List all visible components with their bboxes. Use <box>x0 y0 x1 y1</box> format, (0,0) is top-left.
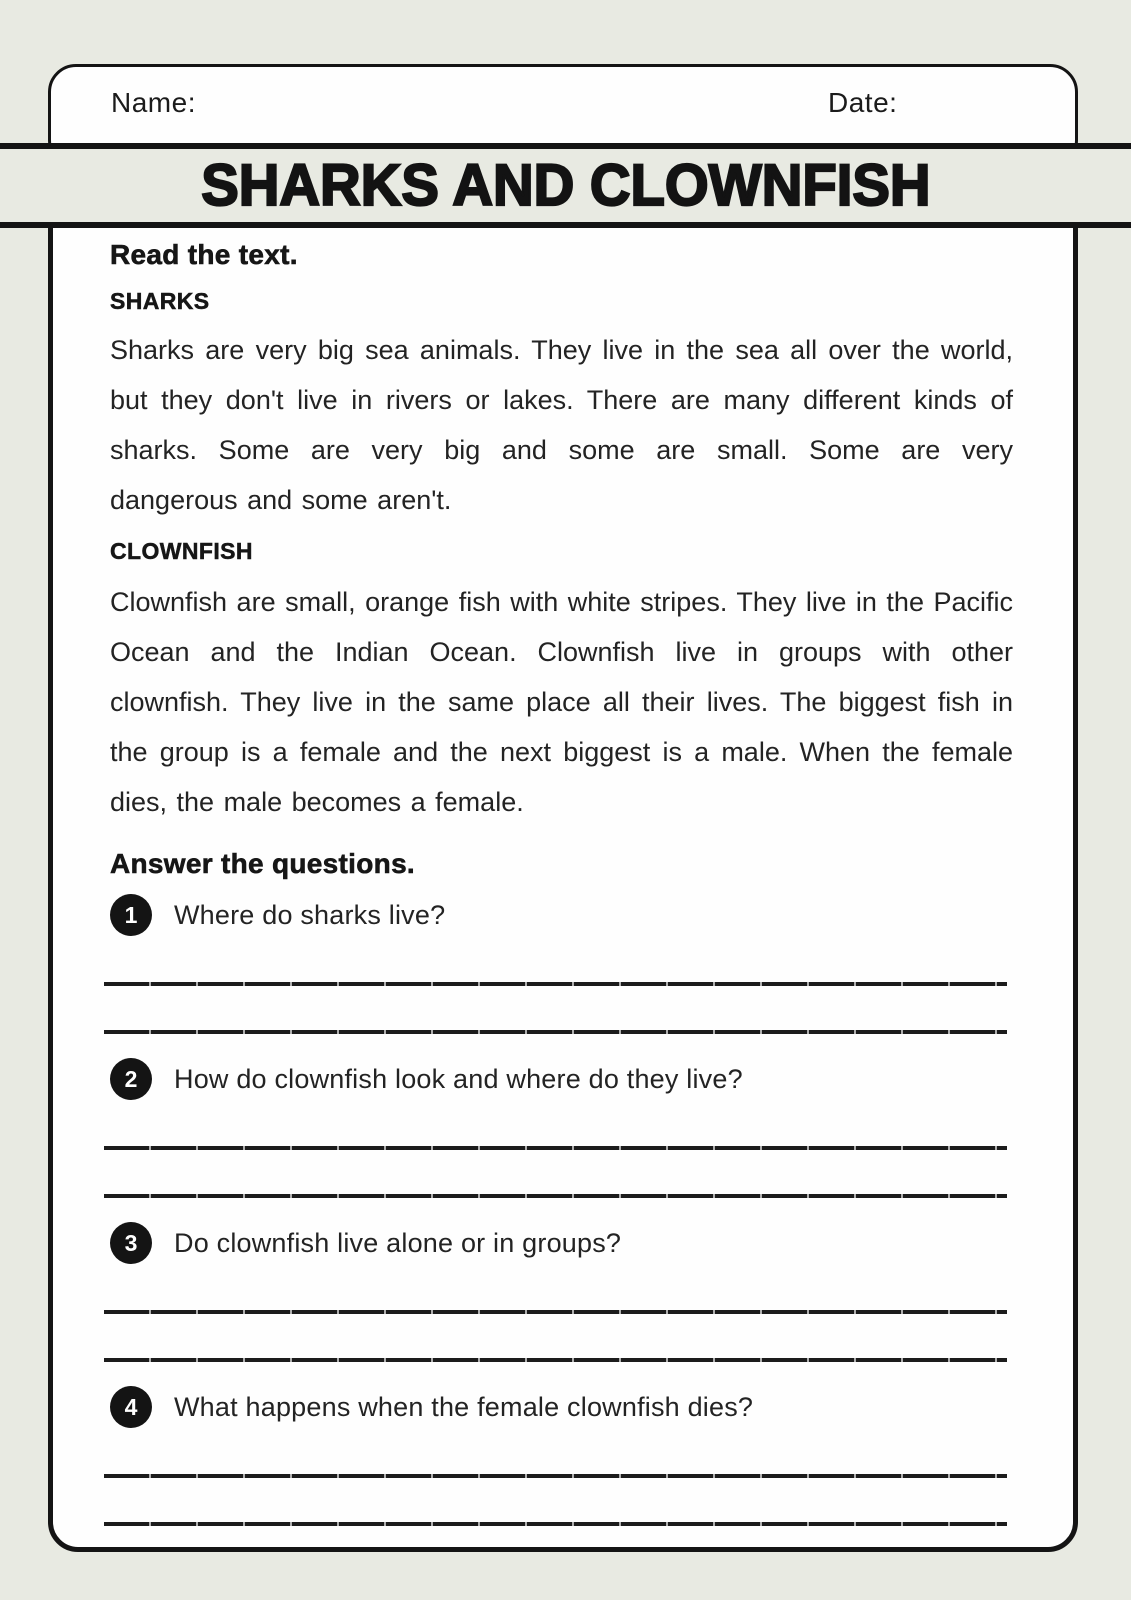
question-2-number-badge: 2 <box>110 1058 152 1100</box>
question-3-number-badge: 3 <box>110 1222 152 1264</box>
answer-instruction: Answer the questions. <box>110 848 416 879</box>
question-1-answer-line-1[interactable] <box>104 982 1007 986</box>
question-2-text: How do clownfish look and where do they live? <box>174 1063 743 1094</box>
question-2-answer-line-1[interactable] <box>104 1146 1007 1150</box>
passage-heading-sharks: SHARKS <box>110 288 210 314</box>
question-4-number-badge: 4 <box>110 1386 152 1428</box>
question-1-answer-line-2[interactable] <box>104 1030 1007 1034</box>
question-4-answer-line-2[interactable] <box>104 1522 1007 1526</box>
passage-text-clownfish: Clownfish are small, orange fish with white stripes. They live in the Pacific Ocean and the Indian Ocean. Clownfish live in groups with other clownfish. They live in the same place all their lives. The biggest fish in the group is a female and the next biggest is a male. When the female dies, the male becomes a female. <box>110 587 1013 817</box>
title-banner <box>0 143 1131 228</box>
passage-text-sharks: Sharks are very big sea animals. They live in the sea all over the world, but they don't live in rivers or lakes. There are many different kinds of sharks. Some are very big and some are small. Some are very dangerous and some aren't. <box>110 335 1013 515</box>
question-1 <box>110 894 1013 1034</box>
question-1-text: Where do sharks live? <box>174 899 446 930</box>
question-3-answer-line-2[interactable] <box>104 1358 1007 1362</box>
name-input-area[interactable] <box>211 87 771 121</box>
worksheet-body <box>48 160 1078 1552</box>
passage-heading-clownfish: CLOWNFISH <box>110 538 253 564</box>
question-4-text: What happens when the female clownfish dies? <box>174 1391 754 1422</box>
question-2-answer-line-2[interactable] <box>104 1194 1007 1198</box>
date-label: Date: <box>828 87 898 118</box>
question-3-answer-line-1[interactable] <box>104 1310 1007 1314</box>
question-4-answer-line-1[interactable] <box>104 1474 1007 1478</box>
read-instruction: Read the text. <box>110 239 298 270</box>
question-2 <box>110 1058 1013 1198</box>
question-3-text: Do clownfish live alone or in groups? <box>174 1227 622 1258</box>
question-1-number-badge: 1 <box>110 894 152 936</box>
name-label: Name: <box>111 87 196 118</box>
page-title: SHARKS AND CLOWNFISH <box>200 153 931 218</box>
question-3 <box>110 1222 1013 1362</box>
date-input-area[interactable] <box>906 87 1096 121</box>
question-4 <box>110 1386 1013 1526</box>
